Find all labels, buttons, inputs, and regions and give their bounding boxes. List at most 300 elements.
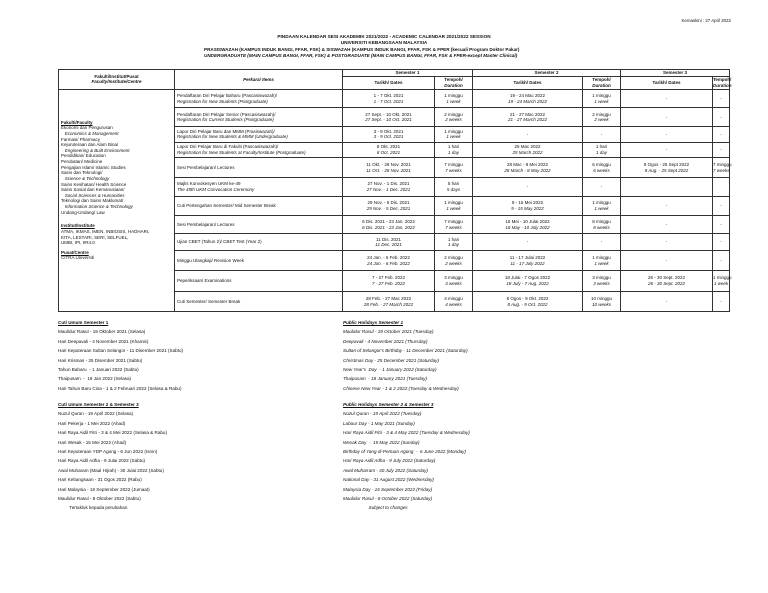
cell-line: 24 Jan. - 6 Feb. 2022 xyxy=(367,260,410,266)
holiday-item: National Day - 31 August 2022 (Wednesday) xyxy=(343,477,434,483)
cell-line: - xyxy=(720,147,722,153)
holiday-item: Chinese New Year - 1 & 2 2022 (Tuesday & Wednesday) xyxy=(343,385,459,391)
cell-line: 8 minggu xyxy=(592,218,611,224)
cell-line: 7 - 27 Feb. 2022 xyxy=(371,275,406,281)
cell-line: 7 weeks xyxy=(445,224,462,230)
cell-line: 8 Oct. 2021 xyxy=(376,149,401,155)
item-cell xyxy=(175,234,343,251)
cell-line: 24 Jan. - 6 Feb. 2022 xyxy=(367,254,410,260)
s2d-cell xyxy=(473,127,583,142)
cell-line: 25 Mac 2022 xyxy=(514,144,541,150)
s2t-cell xyxy=(583,251,621,271)
holiday-item: Tertakluk kepada perubahan xyxy=(58,505,128,511)
item-cell xyxy=(175,178,343,197)
cell-line: 11 Dis. 2021 xyxy=(376,236,401,242)
cell-line: - xyxy=(665,257,668,263)
cell-line: - xyxy=(600,131,603,137)
item-cell xyxy=(175,292,343,312)
cell-line: Sesi Pembelajaran/ Lectures xyxy=(177,164,235,170)
cell-line: 3 minggu xyxy=(592,275,611,281)
s3-duration-ms: Tempoh/ xyxy=(713,77,732,82)
cell-line: 1 minggu xyxy=(592,200,611,206)
s2d-cell xyxy=(473,251,583,271)
s1t-cell xyxy=(435,234,473,251)
faculty-header-en: Faculty/Institute/Centre xyxy=(91,79,142,85)
cell-line: 19 - 24 March 2022 xyxy=(507,98,548,104)
holiday-item: Birthday of Yang di-Pertuan Agong - 6 June 2022 (Monday) xyxy=(343,448,467,454)
cell-line: - xyxy=(526,239,529,245)
s2t-cell xyxy=(583,158,621,178)
cell-line: 2 minggu xyxy=(592,111,611,117)
page-title: PINDAAN KALENDAR SESI AKADEMIK 2021/2022 - ACADEMIC CALENDAR 2021/2022 SESSION xyxy=(277,34,491,39)
cell-line: 2 minggu xyxy=(444,111,463,117)
cell-line: - xyxy=(720,95,722,101)
faculty-item: Sains Sosial dan Kemanusiaan/ xyxy=(61,187,125,193)
holiday-item: Hari Raya Aidil Fitri - 3 & 4 May 2022 (Tuesday & Wednesday) xyxy=(343,430,470,436)
s2d-cell xyxy=(473,108,583,127)
s1t-cell xyxy=(435,196,473,215)
cell-line: 1 minggu xyxy=(444,200,463,206)
holiday-item: Awal Muharram - 30 July 2022 (Saturday) xyxy=(343,467,428,473)
s2t-cell xyxy=(583,234,621,251)
cell-line: - xyxy=(720,298,722,304)
cell-line: 1 - 7 Oct. 2021 xyxy=(373,98,404,104)
holidays-sem2-malay xyxy=(58,402,167,515)
cell-line: Registration for Current Students (Postgraduate) xyxy=(177,117,274,123)
s3d-cell xyxy=(621,142,713,157)
item-cell xyxy=(175,108,343,127)
cell-line: 25 March 2022 xyxy=(512,149,543,155)
cell-line: 8 Ogos - 25 Sept 2022 xyxy=(643,162,690,168)
holiday-item: Hari Raya Aidil Adha - 9 July 2022 (Saturday) xyxy=(343,458,436,464)
holidays-sem2-heading-en: Public Holidays Semester 2 & Semester 3 xyxy=(343,402,434,407)
faculty-item: Sains Kesihatan/ Health Science xyxy=(61,181,127,187)
item-cell xyxy=(175,142,343,157)
cell-line: - xyxy=(526,131,529,137)
cell-line: 27 Nov. - 1 Dec. 2021 xyxy=(366,186,411,192)
cell-line: 2 week xyxy=(594,117,609,123)
faculty-item: Farmasi/ Pharmacy xyxy=(61,136,101,142)
s1d-cell xyxy=(343,142,435,157)
holidays-sem1-english xyxy=(343,320,468,395)
faculty-item: Kejuruteraan dan Alam Bina/ xyxy=(61,142,119,148)
s3t-cell xyxy=(713,270,730,291)
cell-line: Lapor Diri Pelajar Baru di Fakulti (Pascasiswazah)/ xyxy=(177,144,279,150)
cell-line: 1 minggu xyxy=(444,128,463,134)
faculty-item: Perubatan/ Medicine xyxy=(61,159,103,164)
cell-line: 1 week xyxy=(594,205,609,211)
cell-line: 8 Aug. - 25 Sept 2022 xyxy=(644,167,689,173)
cell-line: 1 day xyxy=(595,149,607,155)
holiday-item: Maulidur Rasul - 8 Oktober 2022 (Sabtu) xyxy=(58,495,141,501)
holiday-item: Maulidur Rasul - 19 Oktober 2021 (Selasa) xyxy=(58,329,146,335)
cell-line: Ujian CBET (Tahun 2)/ CBET Test (Year 2) xyxy=(177,239,262,245)
s1d-cell xyxy=(343,215,435,234)
s1t-cell xyxy=(435,251,473,271)
s3d-cell xyxy=(621,158,713,178)
holiday-item: Maulidur Rasul - 19 October 2021 (Tuesday) xyxy=(343,329,434,335)
cell-line: 9 - 15 May 2022 xyxy=(511,205,544,211)
cell-line: Lapor Diri Pelajar Baru dan MMM (Prasiswazah)/ xyxy=(177,128,275,134)
cell-line: 19 - 24 Mac 2022 xyxy=(509,92,546,98)
s3t-cell xyxy=(713,127,730,142)
s3t-cell xyxy=(713,178,730,197)
cell-line: 21 - 27 March 2022 xyxy=(507,117,548,123)
cell-line: 16 Mei - 10 Julai 2022 xyxy=(505,218,550,224)
items-header-label: Perkara/ Items xyxy=(243,76,274,82)
cell-line: 8 Aug. - 9 Oct. 2022 xyxy=(507,301,548,307)
s3t-cell xyxy=(713,142,730,157)
s3d-cell xyxy=(621,251,713,271)
holiday-item: Hari Pekerja - 1 Mei 2022 (Ahad) xyxy=(58,420,126,426)
s2t-cell xyxy=(583,292,621,312)
cell-line: 2 weeks xyxy=(445,117,462,123)
cell-line: 2 minggu xyxy=(444,254,463,260)
holiday-item: Subject to changes xyxy=(343,505,408,511)
holiday-item: Hari Deepavali - 4 November 2021 (Khamis) xyxy=(58,338,149,344)
holiday-item: Maulidur Rasul - 8 October 2022 (Saturday) xyxy=(343,495,433,501)
cell-line: 5 days xyxy=(446,186,461,192)
cell-line: - xyxy=(600,184,603,190)
cell-line: 29 Nov. - 5 Dec. 2021 xyxy=(366,205,411,211)
semester-2-header: Semester 2 xyxy=(473,70,621,77)
s2t-cell xyxy=(583,215,621,234)
holiday-item: Tahun Baharu - 1 Januari 2022 (Sabtu) xyxy=(58,366,139,372)
s3t-cell xyxy=(713,108,730,127)
subtitle-malay: PRASISWAZAH (KAMPUS INDUK BANGI, FFAR, FSK) & SISWAZAH (KAMPUS INDUK BANGI, FFAR, FSK & FPER (kecuali Program Doktor Pakar) xyxy=(204,47,520,52)
s2d-cell xyxy=(473,158,583,178)
semester-3-header: Semester 3 xyxy=(621,70,730,77)
faculty-column-header xyxy=(59,70,175,90)
cell-line: - xyxy=(720,257,722,263)
holiday-item: Labour Day - 1 May 2021 (Sunday) xyxy=(343,420,415,426)
cell-line: - xyxy=(665,147,668,153)
cell-line: 11 - 17 July 2022 xyxy=(510,260,545,266)
s2d-cell xyxy=(473,89,583,108)
holiday-item: Awal Muharam (Maal Hijrah) - 30 Julai 2022 (Sabtu) xyxy=(58,467,164,473)
s3-duration-header xyxy=(713,76,730,89)
item-cell xyxy=(175,158,343,178)
s1t-cell xyxy=(435,178,473,197)
cell-line: 6 Dis. 2021 - 23 Jan. 2022 xyxy=(362,218,415,224)
s3-dates-header: Tarikh/ Dates xyxy=(621,76,713,89)
s1t-cell xyxy=(435,270,473,291)
cell-line: 1 week xyxy=(446,134,461,140)
s3t-cell xyxy=(713,234,730,251)
holiday-item: Hari Wesak - 15 Mei 2022 (Ahad) xyxy=(58,439,127,445)
s2t-cell xyxy=(583,89,621,108)
s2d-cell xyxy=(473,142,583,157)
faculty-item: Ekonomi dan Pengurusan xyxy=(61,125,113,131)
cell-line: - xyxy=(600,239,603,245)
s1-duration-header xyxy=(435,76,473,89)
items-column-header xyxy=(175,70,343,90)
update-date: Kemaskini : 27 April 2022 xyxy=(681,18,731,23)
institute-item: UMBI, IPI, IIR4.0 xyxy=(61,240,95,246)
s2t-cell xyxy=(583,142,621,157)
cell-line: - xyxy=(720,239,722,245)
cell-line: 7 - 27 Feb. 2022 xyxy=(371,280,406,286)
s1d-cell xyxy=(343,270,435,291)
cell-line: Registration for New Students at Faculty/Institute (Postgraduate) xyxy=(177,149,306,155)
cell-line: Cuti Pertengahan Semester/ Mid Semester Break xyxy=(177,202,276,208)
s3d-cell xyxy=(621,234,713,251)
s1-dates-header: Tarikh/ Dates xyxy=(343,76,435,89)
s1d-cell xyxy=(343,292,435,312)
s2t-cell xyxy=(583,178,621,197)
holidays-sem1-heading-ms: Cuti Umum Semester 1 xyxy=(58,320,109,325)
holiday-item: Hari Tahun Baru Cina - 1 & 2 Februari 2022 (Selasa & Rabu) xyxy=(58,385,182,391)
university-name: UNIVERSITI KEBANGSAAN MALAYSIA xyxy=(340,39,428,45)
semester-1-header: Semester 1 xyxy=(343,70,473,77)
cell-line: 7 minggu xyxy=(444,218,463,224)
s1t-cell xyxy=(435,108,473,127)
holidays-sem1-heading-en: Public Holidays Semester 1 xyxy=(343,320,403,325)
holiday-item: Hari Krismas - 25 Disember 2021 (Sabtu) xyxy=(58,357,143,363)
item-cell xyxy=(175,127,343,142)
cell-line: 11 Oct. - 28 Nov. 2021 xyxy=(366,167,411,173)
cell-line: 11 Dec. 2021 xyxy=(375,242,402,248)
faculty-item: Engineering & Built Environment xyxy=(61,147,130,153)
s1t-cell xyxy=(435,158,473,178)
cell-line: 5 hari xyxy=(447,181,460,187)
cell-line: 11 Okt. - 28 Nov. 2021 xyxy=(366,162,411,168)
s1d-cell xyxy=(343,251,435,271)
cell-line: 3 weeks xyxy=(593,280,610,286)
s1t-cell xyxy=(435,127,473,142)
cell-line: 1 day xyxy=(447,242,459,248)
s2-dates-header: Tarikh/ Dates xyxy=(473,76,583,89)
s3d-cell xyxy=(621,127,713,142)
cell-line: 7 weeks xyxy=(713,167,730,173)
cell-line: 16 May - 10 July 2022 xyxy=(505,224,550,230)
institute-heading: Institut/Institute xyxy=(61,223,95,229)
cell-line: 10 minggu xyxy=(590,295,612,301)
centre-item: CITRA Universiti xyxy=(61,255,95,261)
s3t-cell xyxy=(713,292,730,312)
faculty-item: Undang-Undang/ Law xyxy=(61,209,105,215)
s2t-cell xyxy=(583,127,621,142)
cell-line: 1 minggu xyxy=(444,92,463,98)
holiday-item: Nuzul Quran - 19 April 2022 (Tuesday) xyxy=(343,411,422,417)
cell-line: 1 minggu xyxy=(592,254,611,260)
cell-line: 1 week xyxy=(594,260,609,266)
cell-line: - xyxy=(665,114,668,120)
s2-duration-header xyxy=(583,76,621,89)
cell-line: 18 July - 7 Aug. 2022 xyxy=(506,280,549,286)
cell-line: 1 minggu xyxy=(713,275,732,281)
cell-line: - xyxy=(720,131,722,137)
calendar-table xyxy=(58,69,730,312)
holidays-sem1-malay xyxy=(58,320,183,395)
holiday-item: Deepavali - 4 November 2021 (Thursday) xyxy=(343,338,428,344)
cell-line: 1 week xyxy=(713,280,729,286)
holiday-item: Hari Raya Aidil Fitri - 3 & 4 Mei 2022 (Selasa & Rabu) xyxy=(58,430,168,436)
item-cell xyxy=(175,215,343,234)
faculty-heading: Fakulti/Faculty xyxy=(61,119,93,125)
faculty-item: Sains dan Teknologi/ xyxy=(61,170,103,176)
s3d-cell xyxy=(621,292,713,312)
cell-line: Pendaftaran Diri Pelajar Baharu (Pascasiswazah)/ xyxy=(177,92,278,98)
faculty-item: Economics & Management xyxy=(61,130,119,136)
holiday-item: Hari Keputeraan Sultan Selangor - 11 Disember 2021 (Sabtu) xyxy=(58,348,184,354)
cell-line: - xyxy=(720,221,722,227)
subtitle-english: UNDERGRADUATE (MAIN CAMPUS BANGI, FFAR, FSK) & POSTGRADUATE (MAIN CAMPUS BANGI, FFAR, FSK & FPER-except Master Clinical) xyxy=(204,53,518,58)
cell-line: 1 - 7 Okt. 2021 xyxy=(373,92,404,98)
cell-line: 3 minggu xyxy=(444,275,463,281)
s2d-cell xyxy=(473,292,583,312)
item-cell xyxy=(175,251,343,271)
s2d-cell xyxy=(473,234,583,251)
cell-line: Cuti Semester/ Semester Break xyxy=(177,298,241,304)
holidays-sem2-english xyxy=(343,402,470,515)
holiday-item: Hari Kebangsaan - 31 Ogos 2022 (Rabu) xyxy=(58,477,142,483)
cell-line: 21 - 27 Mac 2022 xyxy=(509,111,546,117)
s2d-cell xyxy=(473,178,583,197)
holiday-item: Hari Malaysia - 16 September 2022 (Jumaat) xyxy=(58,486,150,492)
s2d-cell xyxy=(473,270,583,291)
cell-line: 27 Nov. - 1 Dis. 2021 xyxy=(367,181,410,187)
holiday-item: Malaysia Day - 16 September 2022 (Friday) xyxy=(343,486,433,492)
cell-line: 1 week xyxy=(446,98,461,104)
holiday-item: Thaipusam - 18 January 2021 (Tuesday) xyxy=(343,376,427,382)
cell-line: 1 hari xyxy=(595,144,608,150)
holiday-item: Thaipusam - 18 Jan 2022 (Selasa) xyxy=(58,376,132,382)
cell-line: 29 Nov. - 5 Dis. 2021 xyxy=(367,200,410,206)
s3d-cell xyxy=(621,108,713,127)
s1t-cell xyxy=(435,215,473,234)
holiday-item: Hari Keputeraan YDP Agong - 6 Jun 2022 (Isnin) xyxy=(58,448,158,454)
cell-line: 1 hari xyxy=(447,144,460,150)
s1d-cell xyxy=(343,196,435,215)
s1d-cell xyxy=(343,178,435,197)
cell-line: Minggu Ulangkaji/ Revision Week xyxy=(177,257,244,263)
faculty-list-cell xyxy=(59,89,175,311)
institute-item: KITA, LESTARI, SERI, SELFUEL, xyxy=(61,234,129,240)
cell-line: 27 Sept. - 10 Oct. 2021 xyxy=(365,117,412,123)
cell-line: 11 - 17 Julai 2022 xyxy=(509,254,546,260)
s3t-cell xyxy=(713,196,730,215)
cell-line: 3 - 9 Okt. 2021 xyxy=(373,128,404,134)
holiday-item: New Year's Day - 1 January 2022 (Saturday) xyxy=(343,366,437,372)
cell-line: Sesi Pembelajaran/ Lectures xyxy=(177,221,235,227)
faculty-item: Teknologi dan Sains Maklumat/ xyxy=(61,198,124,204)
cell-line: - xyxy=(665,239,668,245)
cell-line: 9 - 15 Mei 2022 xyxy=(511,200,544,206)
s1d-cell xyxy=(343,234,435,251)
cell-line: 28 Feb. - 27 Mac 2022 xyxy=(365,295,412,301)
cell-line: 8 Okt. 2021 xyxy=(376,144,401,150)
cell-line: 8 weeks xyxy=(593,224,610,230)
cell-line: 1 minggu xyxy=(592,92,611,98)
cell-line: 28 Feb. - 27 March 2022 xyxy=(363,301,414,307)
cell-line: 3 - 9 Oct. 2021 xyxy=(373,134,404,140)
s2-duration-ms: Tempoh/ xyxy=(592,77,611,82)
cell-line: 7 weeks xyxy=(445,167,462,173)
s3t-cell xyxy=(713,215,730,234)
cell-line: 1 week xyxy=(446,205,461,211)
cell-line: 6 weeks xyxy=(593,167,610,173)
s1d-cell xyxy=(343,127,435,142)
cell-line: 1 week xyxy=(594,98,609,104)
cell-line: 2 weeks xyxy=(445,260,462,266)
cell-line: - xyxy=(665,298,668,304)
cell-line: Pendaftaran Diri Pelajar Senior (Pascasiswazah)/ xyxy=(177,111,276,117)
faculty-item: Pendidikan/ Education xyxy=(61,153,106,159)
cell-line: - xyxy=(526,184,529,190)
cell-line: - xyxy=(720,202,722,208)
cell-line: 3 weeks xyxy=(445,280,462,286)
holiday-item: Nuzul Quran - 19 April 2022 (Selasa) xyxy=(58,411,134,417)
cell-line: - xyxy=(665,202,668,208)
s3d-cell xyxy=(621,196,713,215)
cell-line: 26 - 30 Sept. 2022 xyxy=(647,280,686,286)
cell-line: 28 March - 8 May 2022 xyxy=(504,167,551,173)
item-cell xyxy=(175,270,343,291)
s2-duration-en: Duration xyxy=(592,82,611,88)
s3t-cell xyxy=(713,89,730,108)
cell-line: Majlis Konvokesyen UKM ke-49 xyxy=(177,181,241,187)
holiday-item: Wesak Day - 15 May 2022 (Sunday) xyxy=(343,439,420,445)
cell-line: 10 weeks xyxy=(591,301,611,307)
s1t-cell xyxy=(435,89,473,108)
faculty-item: Information Science & Technology xyxy=(61,204,133,209)
cell-line: - xyxy=(665,95,668,101)
cell-line: 7 minggu xyxy=(444,162,463,168)
holidays-sem2-heading-ms: Cuti Umum Semester 2 & Semester 3 xyxy=(58,402,139,407)
s3d-cell xyxy=(621,89,713,108)
cell-line: 26 - 30 Sept. 2022 xyxy=(647,275,686,281)
cell-line: 27 Sept. - 10 Okt. 2021 xyxy=(365,111,412,117)
s1d-cell xyxy=(343,89,435,108)
cell-line: 1 day xyxy=(447,149,459,155)
cell-line: 6 minggu xyxy=(592,162,611,168)
item-cell xyxy=(175,89,343,108)
s1d-cell xyxy=(343,108,435,127)
s2t-cell xyxy=(583,108,621,127)
cell-line: Registration for New Students & MMM (Undergraduate) xyxy=(177,134,288,140)
s3d-cell xyxy=(621,270,713,291)
s2d-cell xyxy=(473,215,583,234)
s2d-cell xyxy=(473,196,583,215)
cell-line: - xyxy=(665,131,668,137)
cell-line: 18 Julai - 7 Ogos 2022 xyxy=(504,275,551,281)
s3d-cell xyxy=(621,215,713,234)
cell-line: Registration for New Students (Postgraduate) xyxy=(177,98,268,104)
faculty-item: Pengajian Islam/ Islamic Studies xyxy=(61,164,126,170)
table-row xyxy=(59,89,730,108)
faculty-header-ms: Fakulti/Institut/Pusat xyxy=(94,73,139,79)
cell-line: 4 weeks xyxy=(445,301,462,307)
s1t-cell xyxy=(435,142,473,157)
cell-line: - xyxy=(720,114,722,120)
s3d-cell xyxy=(621,178,713,197)
s3t-cell xyxy=(713,251,730,271)
s3-duration-en: Duration xyxy=(713,82,732,88)
institute-item: ATMA, IKMAS, IMEN, INBIOSIS, HADHARI, xyxy=(61,228,150,234)
s2t-cell xyxy=(583,196,621,215)
holiday-item: Hari Raya Aidil Adha - 9 Julai 2022 (Sabtu) xyxy=(58,458,146,464)
s2t-cell xyxy=(583,270,621,291)
cell-line: 4 minggu xyxy=(444,295,463,301)
cell-line: 1 hari xyxy=(447,236,460,242)
holiday-item: Christmas Day - 25 December 2021 (Saturday) xyxy=(343,357,439,363)
s1-duration-en: Duration xyxy=(444,82,463,88)
s3t-cell xyxy=(713,158,730,178)
faculty-item: Science & Technology xyxy=(61,175,110,181)
faculty-item: Social Sciences & Humanities xyxy=(61,192,125,198)
cell-line: 6 Dis. 2021 - 23 Jan. 2022 xyxy=(362,224,415,230)
